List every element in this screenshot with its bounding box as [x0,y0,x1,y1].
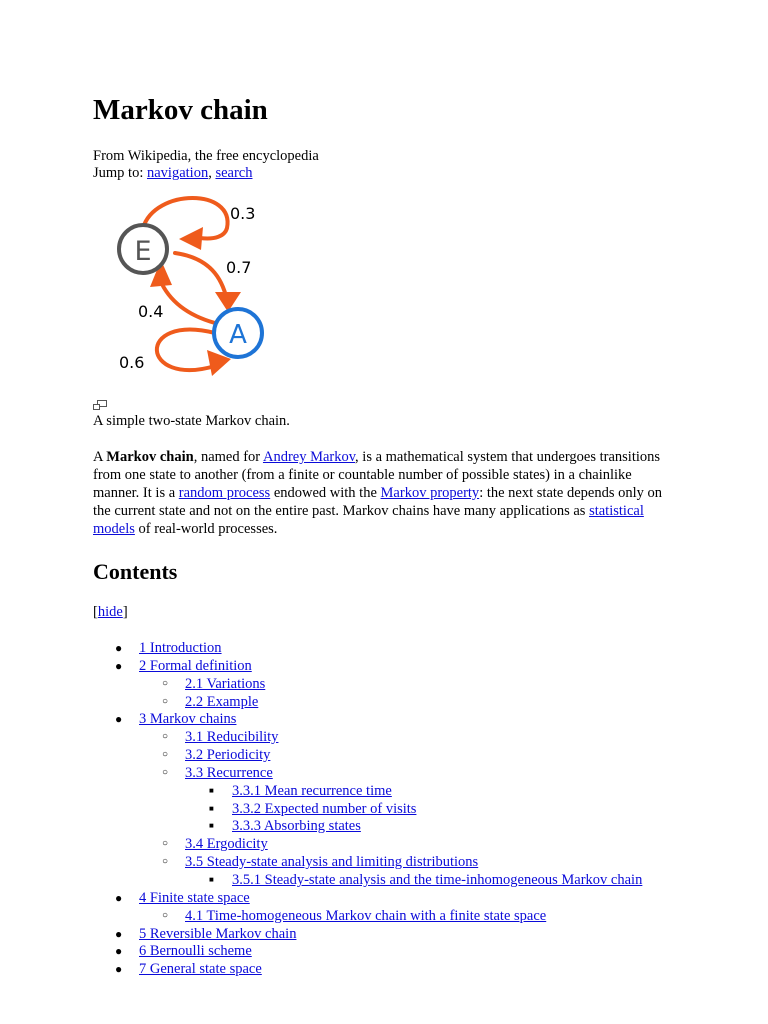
link-andrey-markov[interactable]: Andrey Markov [262,449,356,465]
toc-link[interactable]: 3.4 Ergodicity [185,836,268,853]
lead-text: , is a mathematical system that undergoes transitions from one state to another (from a finite or countable number of possible states) in a chainlike manner. It is a [93,449,661,501]
bullet-icon: ○ [162,766,169,778]
toc-item [93,728,642,746]
link-random-process[interactable]: random process [178,485,271,501]
bracket-close: ] [122,604,128,620]
toc-item [93,800,642,818]
toc-link[interactable]: 7 General state space [139,961,262,978]
bracket-open: [ [93,604,98,620]
bullet-icon: ○ [162,731,169,743]
toc-item [93,925,642,943]
bullet-icon: ● [115,962,123,977]
toc-item [93,853,642,871]
toc-item [93,782,642,800]
toc-item [93,710,642,728]
toc-link[interactable]: 4.1 Time-homogeneous Markov chain with a finite state space [185,907,547,924]
toc-item [93,889,642,907]
toc-link[interactable]: 3.1 Reducibility [185,729,279,746]
toc-item [93,693,642,711]
toc-item [93,871,642,889]
toc-item [93,817,642,835]
jump-links [93,164,252,182]
toc-item [93,657,642,675]
jump-prefix: Jump to: [93,165,147,181]
toc-item [93,746,642,764]
lead-paragraph [93,448,673,538]
bullet-icon: ○ [162,838,169,850]
tagline: From Wikipedia, the free encyclopedia [93,148,319,164]
toc-link[interactable]: 2 Formal definition [139,657,252,674]
toc-link[interactable]: 3 Markov chains [139,711,237,728]
toc-link[interactable]: 3.3 Recurrence [185,764,273,781]
contents-heading: Contents [93,559,178,584]
bullet-icon: ● [115,926,123,941]
lead-term: Markov chain [106,449,194,465]
bullet-icon: ● [115,712,123,727]
bullet-icon: ○ [162,677,169,689]
arrow-a-to-e [160,280,215,323]
lead-text: endowed with the [270,485,381,501]
table-of-contents [93,639,642,978]
lead-text: , named for [193,449,263,465]
arrowhead-e-to-e [179,227,203,250]
lead-text: of real-world processes. [134,521,278,537]
toc-link[interactable]: 3.2 Periodicity [185,747,271,764]
toc-item [93,942,642,960]
toc-link[interactable]: 3.5.1 Steady-state analysis and the time-inhomogeneous Markov chain [232,871,643,888]
prob-a-to-a: 0.6 [119,353,145,372]
bullet-icon: ○ [162,749,169,761]
bullet-icon: ■ [209,785,214,795]
jump-separator: , [208,165,216,181]
link-markov-property[interactable]: Markov property [380,485,480,501]
state-a-label: A [229,320,247,350]
bullet-icon: ○ [162,856,169,868]
lead-text: A [93,449,107,465]
page-title: Markov chain [93,94,268,126]
toc-toggle [93,603,128,621]
state-e-label: E [134,236,152,267]
bullet-icon: ○ [162,909,169,921]
toc-item [93,960,642,978]
toc-item [93,907,642,925]
toc-link[interactable]: 3.5 Steady-state analysis and limiting distributions [185,854,479,871]
jump-search-link[interactable]: search [215,165,253,181]
bullet-icon: ■ [209,821,214,831]
image-caption: A simple two-state Markov chain. [93,413,290,429]
toc-link[interactable]: 1 Introduction [139,640,222,656]
toc-item [93,764,642,782]
toc-item [93,835,642,853]
lead-text: : the next state depends only on the current state and not on the entire past. Markov chains have many applications as [93,485,663,519]
toc-item [93,639,642,657]
toc-hide-link[interactable]: hide [97,604,123,620]
enlarge-icon[interactable] [93,400,107,410]
toc-link[interactable]: 2.2 Example [185,693,259,710]
bullet-icon: ● [115,944,123,959]
toc-link[interactable]: 5 Reversible Markov chain [139,925,297,942]
toc-link[interactable]: 3.3.2 Expected number of visits [232,800,417,817]
markov-chain-diagram [110,188,290,388]
bullet-icon: ● [115,641,123,655]
bullet-icon: ■ [209,874,214,884]
toc-link[interactable]: 3.3.1 Mean recurrence time [232,782,392,799]
bullet-icon: ○ [162,695,169,707]
prob-e-to-e: 0.3 [230,204,256,223]
arrow-a-to-a [157,330,215,371]
bullet-icon: ● [115,890,123,905]
toc-link[interactable]: 2.1 Variations [185,675,266,692]
toc-link[interactable]: 3.3.3 Absorbing states [232,818,361,835]
link-statistical-models[interactable]: statistical models [93,503,644,537]
toc-link[interactable]: 4 Finite state space [139,889,250,906]
jump-navigation-link[interactable]: navigation [146,165,209,181]
prob-a-to-e: 0.4 [138,302,164,321]
toc-item [93,675,642,693]
prob-e-to-a: 0.7 [226,258,252,277]
bullet-icon: ● [115,658,123,673]
toc-link[interactable]: 6 Bernoulli scheme [139,943,252,960]
bullet-icon: ■ [209,803,214,813]
